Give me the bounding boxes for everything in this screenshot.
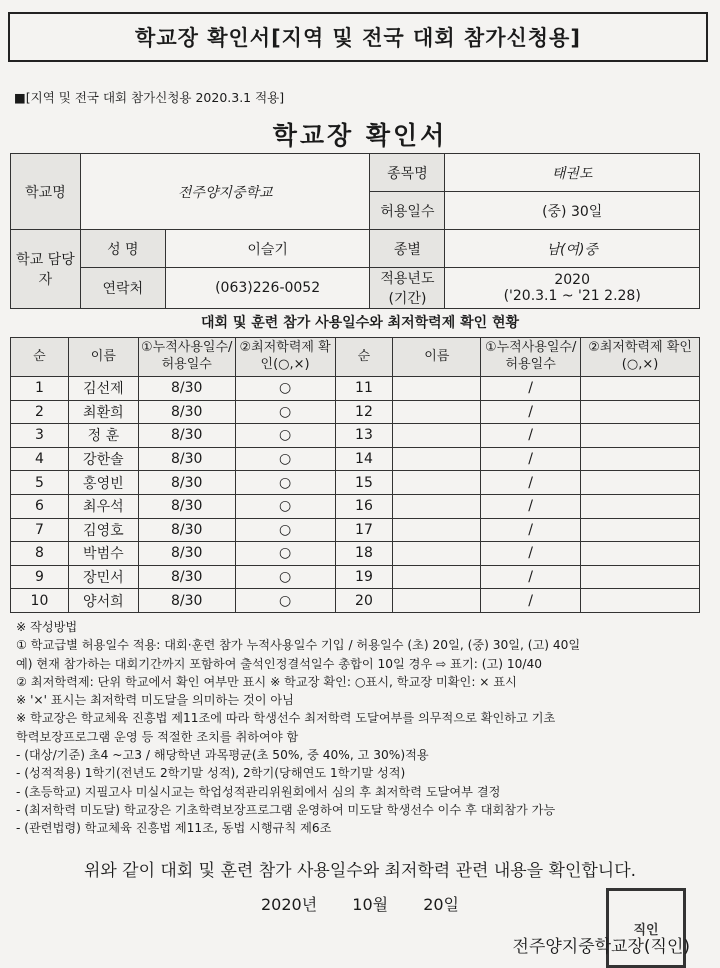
cell-check [581,400,700,424]
cell-days: 8/30 [138,377,235,401]
cell-name [393,518,481,542]
cell-name [393,471,481,495]
header-days: ①누적사용일수/허용일수 [138,338,235,377]
cell-check: ○ [235,518,335,542]
event-value: 태권도 [445,154,700,192]
cell-check [581,471,700,495]
cell-check [581,377,700,401]
cell-no: 2 [11,400,69,424]
cell-no: 6 [11,494,69,518]
cell-no: 9 [11,565,69,589]
document-title: 학교장 확인서 [272,121,448,150]
date-year: 2020년 [260,895,318,914]
table-row [11,424,700,448]
table-row [11,542,700,566]
cell-no: 5 [11,471,69,495]
cell-days: / [481,518,581,542]
table-row [11,471,700,495]
cell-name: 박범수 [68,542,138,566]
table-row [11,377,700,401]
note-line: ※ '×' 표시는 최저학력 미도달을 의미하는 것이 아님 [16,693,294,708]
cell-no: 14 [335,447,393,471]
note-line: ① 학교급별 허용일수 적용: 대회·훈련 참가 누적사용일수 기입 / 허용일수 (초) 20일, (중) 30일, (고) 40일 [16,638,581,653]
allowed-days-label: 허용일수 [370,192,445,230]
instructions [16,618,706,838]
date-day: 20일 [423,895,460,914]
cell-no: 8 [11,542,69,566]
note-line: - (초등학교) 지필고사 미실시교는 학업성적관리위원회에서 심의 후 최저학력 도달여부 결정 [16,784,501,799]
cell-check [581,542,700,566]
table-row [11,400,700,424]
header-days: ①누적사용일수/허용일수 [481,338,581,377]
cell-name [393,447,481,471]
cell-name [393,400,481,424]
cell-name [393,424,481,448]
date-month: 10월 [352,895,389,914]
cell-no: 7 [11,518,69,542]
note-line: ※ 작성방법 [16,620,78,634]
header-no: 순 [335,338,393,377]
school-info-table [10,153,700,309]
cell-name [393,565,481,589]
name-label: 성 명 [80,230,165,268]
cell-days: / [481,494,581,518]
cell-no: 11 [335,377,393,401]
cell-days: 8/30 [138,542,235,566]
period-value: ('20.3.1 ~ '21 2.28) [503,288,641,304]
category-label: 종별 [370,230,445,268]
school-name: 전주양지중학교 [80,154,370,230]
cell-name: 양서희 [68,589,138,613]
cell-check: ○ [235,377,335,401]
cell-days: / [481,377,581,401]
cell-no: 18 [335,542,393,566]
cell-name: 장민서 [68,565,138,589]
cell-name: 정 훈 [68,424,138,448]
note-line: - (최저학력 미도달) 학교장은 기초학력보장프로그램 운영하여 미도달 학생선수 이수 후 대회참가 가능 [16,802,556,817]
cell-days: / [481,542,581,566]
cell-check: ○ [235,589,335,613]
note-line: 학력보장프로그램 운영 등 적절한 조치를 취하여야 함 [16,729,299,744]
cell-no: 20 [335,589,393,613]
cell-no: 15 [335,471,393,495]
cell-days: 8/30 [138,518,235,542]
cell-no: 19 [335,565,393,589]
cell-days: / [481,424,581,448]
category-value: 남(여)중 [445,230,700,268]
form-subtitle: ■[지역 및 전국 대회 참가신청용 2020.3.1 적용] [14,90,285,105]
cell-check [581,589,700,613]
cell-check: ○ [235,400,335,424]
cell-name: 김영호 [68,518,138,542]
principal-signature: 전주양지중학교장(직인) [512,937,690,957]
cell-check: ○ [235,542,335,566]
cell-no: 13 [335,424,393,448]
table-row [11,494,700,518]
cell-name: 최환희 [68,400,138,424]
cell-days: / [481,471,581,495]
roster-table [10,337,700,613]
note-line: ② 최저학력제: 단위 학교에서 확인 여부만 표시 ※ 학교장 확인: ○표시, 학교장 미확인: × 표시 [16,674,517,689]
contact-label: 연락처 [80,268,165,309]
cell-no: 17 [335,518,393,542]
cell-check [581,494,700,518]
section-title: 대회 및 훈련 참가 사용일수와 최저학력제 확인 현황 [200,315,520,331]
cell-no: 10 [11,589,69,613]
cell-days: / [481,589,581,613]
table-row [11,447,700,471]
note-line: 예) 현재 참가하는 대회기간까지 포함하여 출석인정결석일수 총합이 10일 경우 ⇨ 표기: (고) 10/40 [16,656,542,671]
year-value: 2020 [554,272,590,288]
cell-check: ○ [235,471,335,495]
cell-name [393,589,481,613]
event-label: 종목명 [370,154,445,192]
banner-title: 학교장 확인서[지역 및 전국 대회 참가신청용] [8,12,708,62]
cell-no: 3 [11,424,69,448]
official-seal-stamp: 직인 [606,888,686,968]
cell-check: ○ [235,494,335,518]
header-no: 순 [11,338,69,377]
confirmation-statement: 위와 같이 대회 및 훈련 참가 사용일수와 최저학력 관련 내용을 확인합니다. [83,861,637,881]
cell-name: 최우석 [68,494,138,518]
header-name: 이름 [68,338,138,377]
contact-value: (063)226-0052 [165,268,370,309]
cell-name: 김선제 [68,377,138,401]
year-label: 적용년도 (기간) [370,268,445,309]
cell-name [393,542,481,566]
table-row [11,589,700,613]
header-check: ②최저학력제 확인(○,×) [581,338,700,377]
cell-days: / [481,400,581,424]
cell-days: 8/30 [138,424,235,448]
header-check: ②최저학력제 확인(○,×) [235,338,335,377]
cell-check: ○ [235,447,335,471]
cell-check [581,424,700,448]
staff-label: 학교 담당자 [11,230,81,309]
cell-days: 8/30 [138,589,235,613]
cell-name [393,494,481,518]
cell-days: 8/30 [138,400,235,424]
table-row [11,518,700,542]
year-cell [445,268,700,309]
note-line: - (대상/기준) 초4 ~고3 / 해당학년 과목평균(초 50%, 중 40%, 고 30%)적용 [16,748,429,763]
cell-check: ○ [235,424,335,448]
cell-check [581,447,700,471]
cell-days: 8/30 [138,494,235,518]
cell-days: / [481,565,581,589]
cell-days: / [481,447,581,471]
note-line: - (성적적용) 1학기(전년도 2학기말 성적), 2학기(당해연도 1학기말 성적) [16,766,406,781]
note-line: ※ 학교장은 학교체육 진흥법 제11조에 따라 학생선수 최저학력 도달여부를 의무적으로 확인하고 기초 [16,711,556,726]
school-label: 학교명 [11,154,81,230]
cell-name [393,377,481,401]
cell-days: 8/30 [138,565,235,589]
header-name: 이름 [393,338,481,377]
cell-name: 강한솔 [68,447,138,471]
note-line: - (관련법령) 학교체육 진흥법 제11조, 동법 시행규칙 제6조 [16,821,332,836]
cell-days: 8/30 [138,471,235,495]
table-row [11,565,700,589]
cell-no: 4 [11,447,69,471]
name-value: 이슬기 [165,230,370,268]
cell-name: 홍영빈 [68,471,138,495]
cell-days: 8/30 [138,447,235,471]
cell-check [581,518,700,542]
cell-no: 12 [335,400,393,424]
cell-check: ○ [235,565,335,589]
cell-no: 1 [11,377,69,401]
allowed-days-value: (중) 30일 [445,192,700,230]
cell-check [581,565,700,589]
cell-no: 16 [335,494,393,518]
